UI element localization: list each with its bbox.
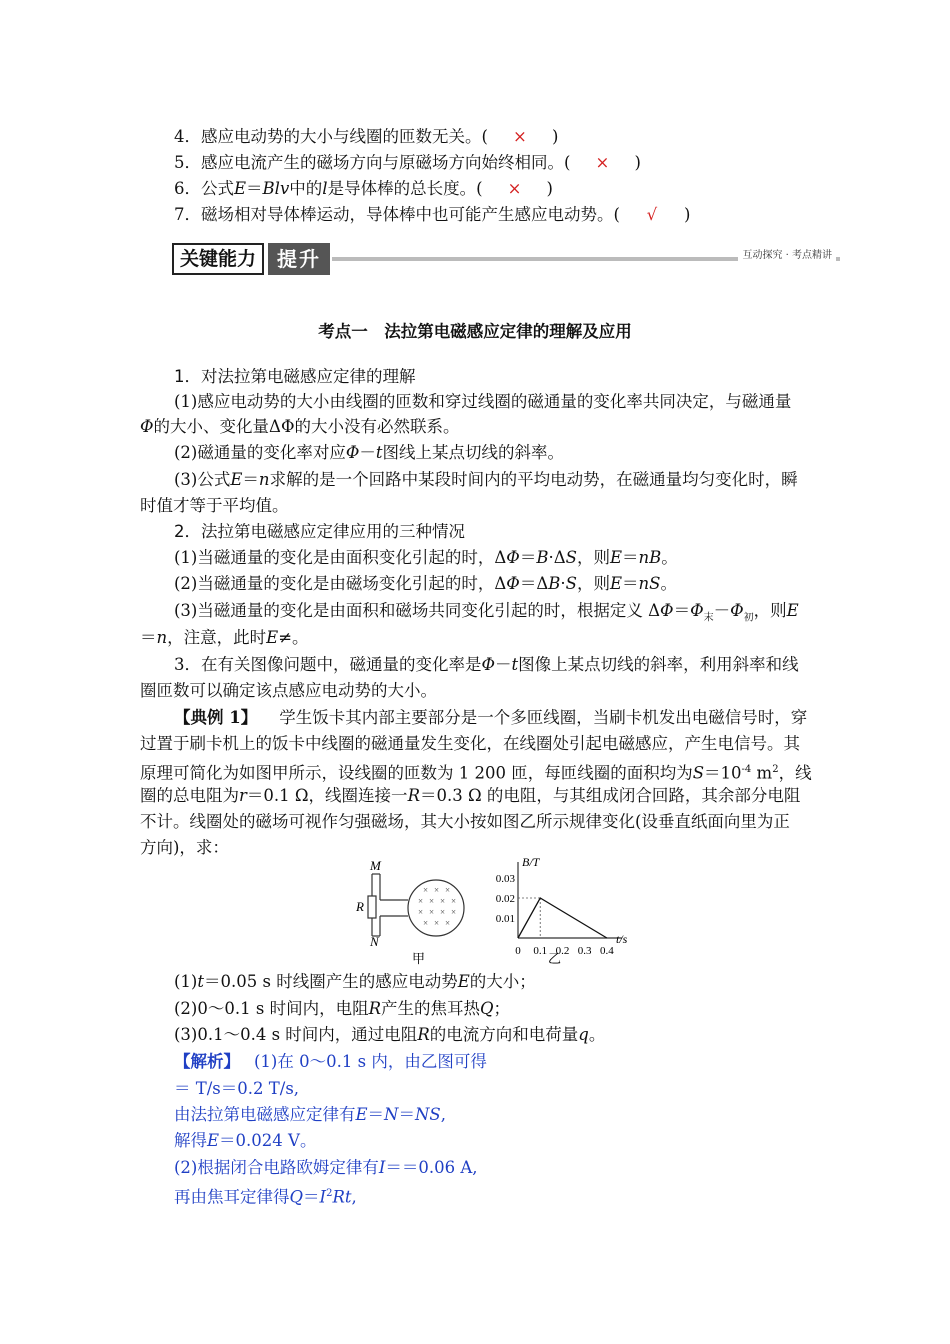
svg-text:×: ×: [429, 907, 435, 917]
svg-text:×: ×: [440, 896, 446, 906]
svg-text:×: ×: [429, 896, 435, 906]
s2-case3: (3)当磁通量的变化是由面积和磁场共同变化引起的时，根据定义 $\Delta\Phi=\Phi_末-\Phi_初$，则E: [174, 601, 799, 624]
question-1: (1)t＝0.05 s 时线圈产生的感应电动势E的大小；: [174, 972, 536, 991]
judge-item-5: 5．感应电流产生的磁场方向与原磁场方向始终相同。( × ): [174, 153, 641, 172]
series-line: [518, 898, 607, 938]
x-tick-label: 0: [515, 945, 521, 957]
s1-p2: (2)磁通量的变化率对应Φ－t图线上某点切线的斜率。: [174, 443, 565, 462]
x-tick-label: 0.3: [577, 945, 592, 957]
svg-text:×: ×: [434, 885, 440, 895]
example-line3: 原理可简化为如图甲所示，设线圈的匝数为 1 200 匝，每匝线圈的面积均为$S=10^{-4}$ $m^2$，线: [140, 763, 812, 783]
s3-line1: 3．在有关图像问题中，磁通量的变化率是Φ－t图像上某点切线的斜率，利用斜率和线: [174, 655, 799, 674]
s2-case3b: ＝n，注意，此时E≠。: [140, 628, 309, 647]
label-n: N: [370, 934, 379, 949]
svg-text:×: ×: [451, 896, 457, 906]
s1-p3b: 时值才等于平均值。: [140, 496, 289, 515]
wrong-mark: ×: [595, 153, 610, 172]
solution-line1: 【解析】 (1)在 0～0.1 s 内，由乙图可得: [174, 1052, 487, 1071]
s3-line2: 圈匝数可以确定该点感应电动势的大小。: [140, 681, 437, 700]
example-line6: 方向)，求：: [140, 838, 229, 857]
s1-p1b: Φ的大小、变化量ΔΦ的大小没有必然联系。: [140, 417, 460, 436]
s1-p3: (3)公式E＝n求解的是一个回路中某段时间内的平均电动势，在磁通量均匀变化时，瞬: [174, 470, 798, 489]
caption-a: 甲: [412, 951, 426, 966]
judge-item-4: 4．感应电动势的大小与线圈的匝数无关。( × ): [174, 127, 559, 146]
y-tick-label: 0.02: [495, 893, 515, 905]
svg-text:×: ×: [423, 885, 429, 895]
section-title: 考点一 法拉第电磁感应定律的理解及应用: [318, 322, 632, 341]
example-line2: 过置于刷卡机上的饭卡中线圈的磁通量发生变化，在线圈处引起电磁感应，产生电信号。其: [140, 734, 800, 753]
caption-b: 乙: [548, 951, 562, 966]
x-tick-label: 0.1: [533, 945, 548, 957]
x-tick-label: 0.4: [600, 945, 614, 957]
judge-item-6: 6．公式E＝Blv中的l是导体棒的总长度。( × ): [174, 179, 553, 198]
wrong-mark: ×: [507, 179, 522, 198]
banner-highlight: 提升: [268, 243, 330, 275]
svg-text:×: ×: [418, 907, 424, 917]
solution-label: 【解析】: [174, 1052, 240, 1071]
label-m: M: [370, 858, 381, 873]
example-line4: 圈的总电阻为r＝0.1 Ω，线圈连接一R＝0.3 Ω 的电阻，与其组成闭合回路，其余部分电阻: [140, 786, 801, 805]
svg-text:×: ×: [445, 918, 451, 928]
s2-case2: (2)当磁通量的变化是由磁场变化引起的时，ΔΦ＝ΔB·S，则E＝nS。: [174, 574, 677, 593]
solution-line6: 再由焦耳定律得$Q=I^2Rt$,: [174, 1187, 357, 1207]
solution-line2: ＝ T/s＝0.2 T/s,: [174, 1079, 300, 1098]
judge-item-7: 7．磁场相对导体棒运动，导体棒中也可能产生感应电动势。( √ ): [174, 205, 691, 224]
banner-subtitle: 互动探究 · 考点精讲: [738, 249, 836, 263]
solution-line5: (2)根据闭合电路欧姆定律有I＝＝0.06 A,: [174, 1158, 478, 1177]
example-line1: 【典例 1】 学生饭卡其内部主要部分是一个多匝线圈，当刷卡机发出电磁信号时，穿: [174, 708, 808, 727]
section-banner: [172, 243, 840, 273]
question-2: (2)0～0.1 s 时间内，电阻R产生的焦耳热Q；: [174, 999, 511, 1018]
resistor-r: [368, 896, 376, 918]
example-line5: 不计。线圈处的磁场可视作匀强磁场，其大小按如图乙所示规律变化(设垂直纸面向里为正: [140, 812, 790, 831]
solution-line4: 解得E＝0.024 V。: [174, 1131, 317, 1150]
s1-heading: 1．对法拉第电磁感应定律的理解: [174, 367, 416, 386]
s1-p1: (1)感应电动势的大小由线圈的匝数和穿过线圈的磁通量的变化率共同决定，与磁通量: [174, 392, 792, 411]
example-label: 【典例 1】: [174, 708, 258, 727]
svg-text:×: ×: [445, 885, 451, 895]
svg-text:×: ×: [440, 907, 446, 917]
svg-text:×: ×: [423, 918, 429, 928]
figure-circuit: [350, 856, 480, 968]
x-tick-label: 0.2: [555, 945, 570, 957]
s2-case1: (1)当磁通量的变化是由面积变化引起的时，ΔΦ＝B·ΔS，则E＝nB。: [174, 548, 678, 567]
question-3: (3)0.1～0.4 s 时间内，通过电阻R的电流方向和电荷量q。: [174, 1025, 606, 1044]
y-tick-label: 0.03: [495, 873, 515, 885]
chart-b-t: [482, 856, 632, 968]
svg-text:×: ×: [418, 896, 424, 906]
s2-heading: 2．法拉第电磁感应定律应用的三种情况: [174, 522, 465, 541]
y-axis-label: B/T: [522, 856, 540, 869]
wrong-mark: ×: [513, 127, 527, 146]
svg-text:×: ×: [451, 907, 457, 917]
label-r: R: [356, 899, 364, 914]
y-tick-label: 0.01: [495, 913, 515, 925]
svg-text:×: ×: [434, 918, 440, 928]
correct-mark: √: [646, 205, 658, 224]
banner-label: 关键能力: [172, 243, 264, 275]
solution-line3: 由法拉第电磁感应定律有E＝N＝NS,: [174, 1105, 446, 1124]
x-axis-label: t/s: [616, 932, 628, 946]
